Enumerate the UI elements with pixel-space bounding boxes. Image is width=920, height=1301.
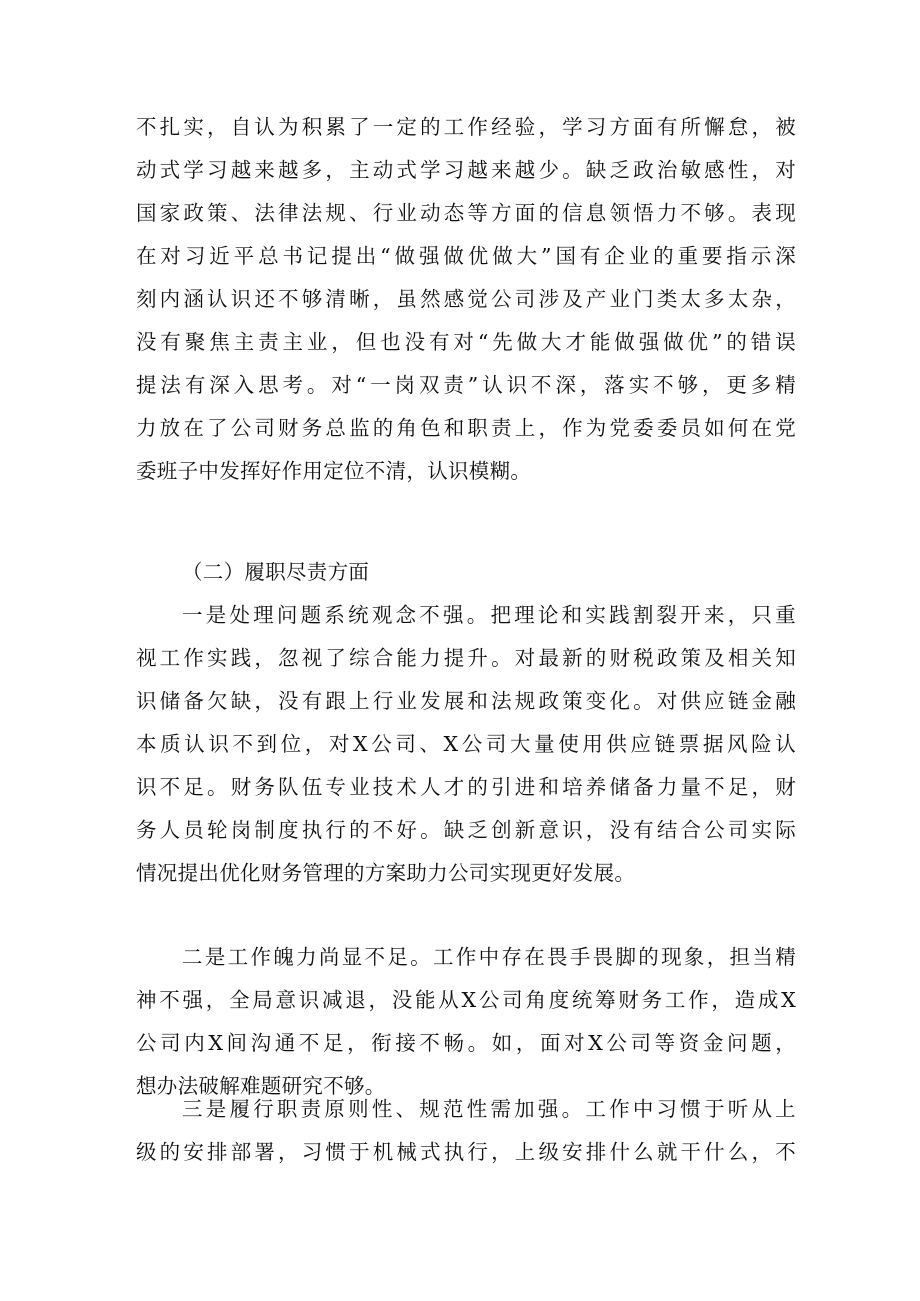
text-line: 本质认识不到位，对X公司、X公司大量使用供应链票据风险认 xyxy=(136,732,796,756)
paragraph-4 xyxy=(136,1088,796,1174)
text-line: 二是工作魄力尚显不足。工作中存在畏手畏脚的现象，担当精 xyxy=(182,945,796,969)
text-line: 力放在了公司财务总监的角色和职责上，作为党委委员如何在党 xyxy=(136,416,796,440)
text-line: 一是处理问题系统观念不强。把理论和实践割裂开来，只重 xyxy=(182,603,796,627)
text-line: 公司内X间沟通不足，衔接不畅。如，面对X公司等资金问题， xyxy=(136,1031,796,1055)
text-line: 三是履行职责原则性、规范性需加强。工作中习惯于听从上 xyxy=(182,1097,796,1121)
text-line: 神不强，全局意识减退，没能从X公司角度统筹财务工作，造成X xyxy=(136,988,796,1012)
text-line: 务人员轮岗制度执行的不好。缺乏创新意识，没有结合公司实际 xyxy=(136,818,796,842)
text-line: 情况提出优化财务管理的方案助力公司实现更好发展。 xyxy=(136,861,636,885)
text-line: 想办法破解难题研究不够。 xyxy=(136,1074,386,1098)
text-line: 视工作实践，忽视了综合能力提升。对最新的财税政策及相关知 xyxy=(136,646,796,670)
text-line: 刻内涵认识还不够清晰，虽然感觉公司涉及产业门类太多太杂， xyxy=(136,287,796,311)
text-line: 识不足。财务队伍专业技术人才的引进和培养储备力量不足，财 xyxy=(136,775,796,799)
section-heading: （二）履职尽责方面 xyxy=(182,560,370,584)
paragraph-3 xyxy=(136,936,796,1108)
text-line: 在对习近平总书记提出“做强做优做大”国有企业的重要指示深 xyxy=(136,244,796,268)
paragraph-1 xyxy=(136,106,796,493)
text-line: 提法有深入思考。对“一岗双责”认识不深，落实不够，更多精 xyxy=(136,373,796,397)
text-line: 没有聚焦主责主业，但也没有对“先做大才能做强做优”的错误 xyxy=(136,330,796,354)
text-line: 动式学习越来越多，主动式学习越来越少。缺乏政治敏感性，对 xyxy=(136,158,796,182)
paragraph-2 xyxy=(136,594,796,895)
text-line: 委班子中发挥好作用定位不清，认识模糊。 xyxy=(136,459,532,483)
text-line: 识储备欠缺，没有跟上行业发展和法规政策变化。对供应链金融 xyxy=(136,689,796,713)
text-line: 级的安排部署，习惯于机械式执行，上级安排什么就干什么，不 xyxy=(136,1140,796,1164)
text-line: 国家政策、法律法规、行业动态等方面的信息领悟力不够。表现 xyxy=(136,201,796,225)
text-line: 不扎实，自认为积累了一定的工作经验，学习方面有所懈怠，被 xyxy=(136,115,796,139)
